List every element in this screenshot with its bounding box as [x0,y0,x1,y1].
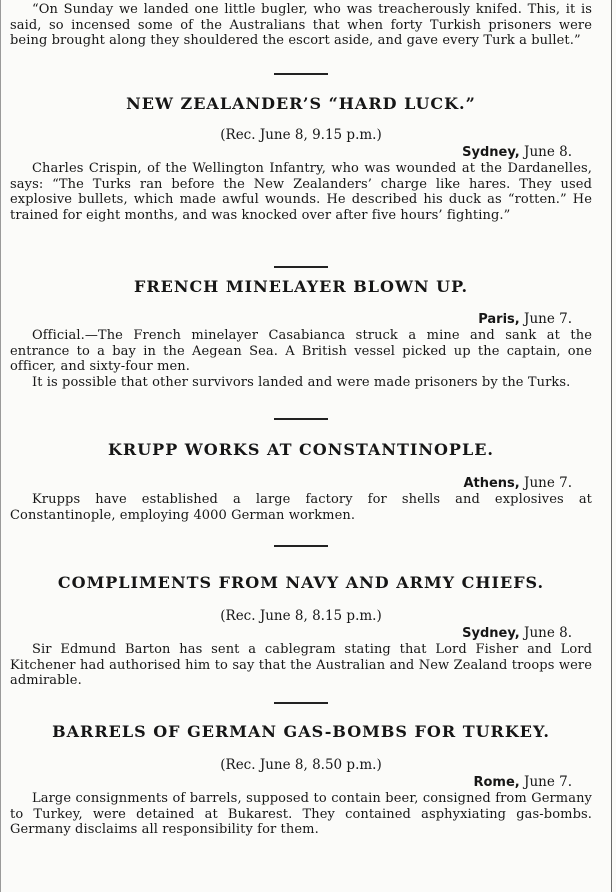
dateline-place: Rome, [473,775,520,790]
separator [10,73,592,75]
dateline-place: Athens, [463,476,520,491]
article-headline: KRUPP WORKS AT CONSTANTINOPLE. [108,440,494,459]
article-paragraph: It is possible that other survivors landed and were made prisoners by the Turks. [32,374,571,390]
separator [10,702,592,704]
dateline [10,475,592,492]
dateline-date: June 8. [524,144,572,160]
article-paragraph: Sir Edmund Barton has sent a cablegram stating that Lord Fisher and Lord Kitchener had authorised him to say that the Australian and New Zealand troops were admirable. [10,642,592,689]
separator [10,418,592,420]
dateline-date: June 7. [524,475,572,491]
article-gas-bombs [10,722,592,838]
article-french-minelayer [10,277,592,390]
article-paragraph: Large consignments of barrels, supposed to contain beer, consigned from Germany to Turkey, were detained at Bukarest. They contained asphyxiating gas-bombs. Germany disclaims all responsibility for them. [10,791,592,838]
dateline-place: Sydney, [462,626,520,641]
received-time: (Rec. June 8, 9.15 p.m.) [220,127,382,143]
intro-paragraph: “On Sunday we landed one little bugler, who was treacherously knifed. This, it is said, so incensed some of the Australians that when forty Turkish prisoners were being brought along they shouldered the escort aside, and gave every Turk a bullet.” [10,2,592,49]
received-time: (Rec. June 8, 8.15 p.m.) [220,608,382,624]
article-paragraph: Official.—The French minelayer Casabianca struck a mine and sank at the entrance to a bay in the Aegean Sea. A British vessel picked up the captain, one officer, and sixty-four men. [10,328,592,375]
dateline [10,625,592,642]
left-column-rule [0,0,1,892]
article-headline: FRENCH MINELAYER BLOWN UP. [133,277,469,296]
article-paragraph: Krupps have established a large factory for shells and explosives at Constantinople, employing 4000 German workmen. [10,492,592,523]
article-krupp-works [10,440,592,523]
dateline [10,311,592,328]
intro-block [10,2,592,49]
article-headline: BARRELS OF GERMAN GAS-BOMBS FOR TURKEY. [52,722,550,741]
article-paragraph: Charles Crispin, of the Wellington Infantry, who was wounded at the Dardanelles, says: “The Turks ran before the New Zealanders’ charge like hares. They used explosive bullets, which made awful wounds. He described his duck as “rotten.” He trained for eight months, and was knocked over after five hours’ fighting.” [10,161,592,223]
article-compliments [10,573,592,689]
received-time: (Rec. June 8, 8.50 p.m.) [220,757,382,773]
dateline-date: June 7. [524,774,572,790]
dateline [10,144,592,161]
dateline [10,774,592,791]
dateline-date: June 7. [524,311,572,327]
separator [10,545,592,547]
dateline-date: June 8. [524,625,572,641]
article-headline: NEW ZEALANDER’S “HARD LUCK.” [126,94,476,113]
separator [10,266,592,268]
article-headline: COMPLIMENTS FROM NAVY AND ARMY CHIEFS. [57,573,545,592]
right-column-rule [611,0,612,892]
article-new-zealander [10,94,592,223]
dateline-place: Paris, [478,312,520,327]
dateline-place: Sydney, [462,145,520,160]
